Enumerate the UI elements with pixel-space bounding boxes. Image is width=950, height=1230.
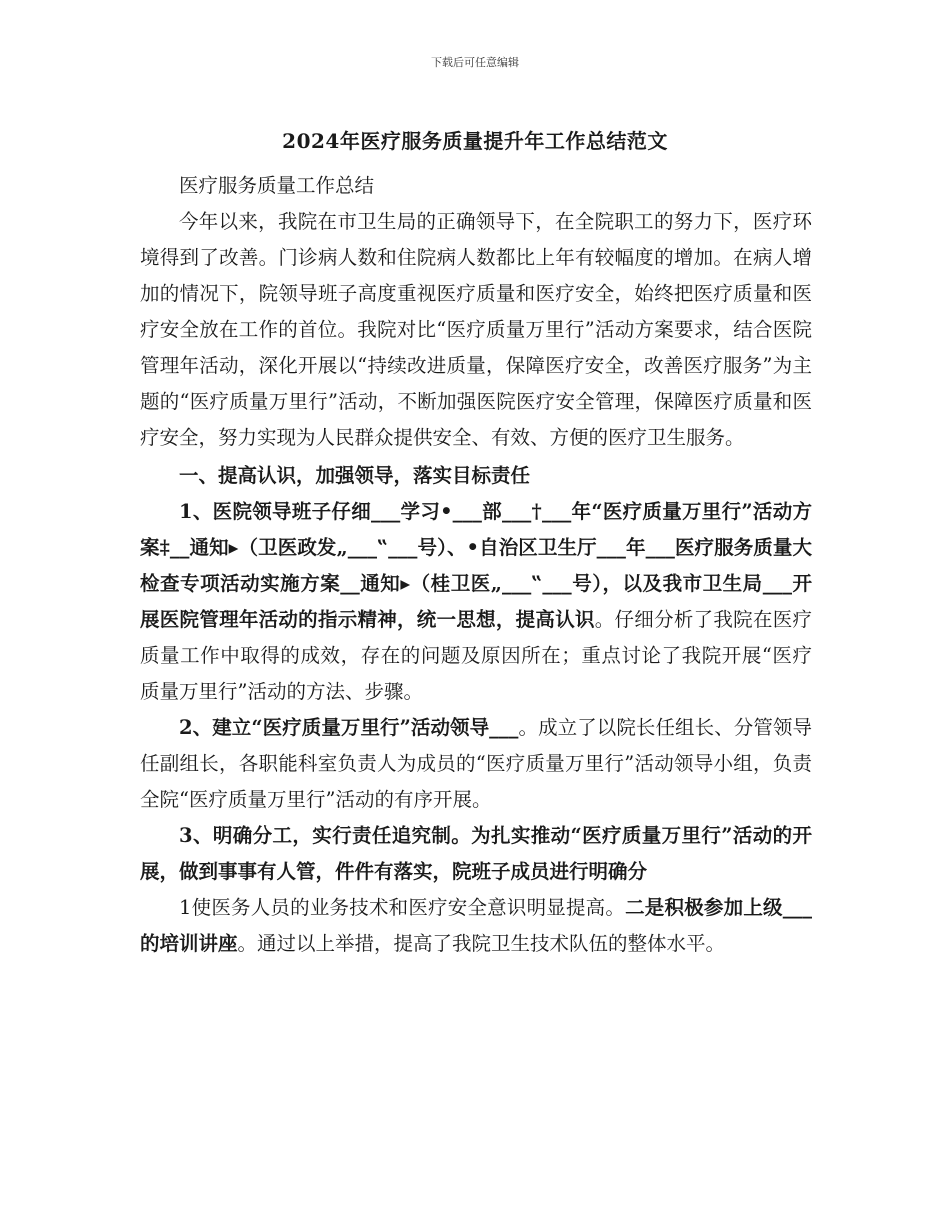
- item-2-text: 。成立了以院长任组长、分管领导任副组长，各职能科室负责人为成员的“医疗质量万里行”活动领导小组，负责全院“医疗质量万里行”活动的有序开展。: [140, 716, 812, 811]
- item-2-paragraph: [140, 710, 812, 818]
- item-3-paragraph: [140, 818, 812, 890]
- paragraph-4-text: 1使医务人员的业务技术和医疗安全意识明显提高。: [179, 896, 626, 919]
- item-1-bold-text: 1、医院领导班子仔细___学习•___部___†___年“医疗质量万里行”活动方案‡__通知▸（卫医政发„___‟___号）、•自治区卫生厅___年___医疗服务质量大检查专项活动实施方案__通知▸（桂卫医„___‟___号），以及我市卫生局___开展医院管理年活动的指示精神，统一思想，提高认识: [140, 500, 812, 631]
- paragraph-4-bold-text: 二是积极参加上级___的培训讲座: [140, 896, 812, 955]
- subtitle-paragraph: 医疗服务质量工作总结: [179, 174, 375, 197]
- item-2-bold-text: 2、建立“医疗质量万里行”活动领导___: [179, 716, 519, 739]
- item-1-paragraph: [140, 494, 812, 710]
- section-1-heading: [140, 458, 812, 494]
- item-3-bold-text: 3、明确分工，实行责任追究制。为扎实推动“医疗质量万里行”活动的开展，做到事事有人管，件件有落实，院班子成员进行明确分: [140, 824, 812, 883]
- document-body: [140, 168, 812, 962]
- document-title: 2024年医疗服务质量提升年工作总结范文: [282, 129, 668, 153]
- paragraph-4-rest-text: 。通过以上举措，提高了我院卫生技术队伍的整体水平。: [237, 932, 726, 955]
- section-1-heading-text: 一、提高认识，加强领导，落实目标责任: [179, 464, 531, 487]
- item-1-text: 。仔细分析了我院在医疗质量工作中取得的成效，存在的问题及原因所在；重点讨论了我院开展“医疗质量万里行”活动的方法、步骤。: [140, 608, 812, 703]
- paragraph-4: [140, 890, 812, 962]
- intro-paragraph: 今年以来，我院在市卫生局的正确领导下，在全院职工的努力下，医疗环境得到了改善。门诊病人数和住院病人数都比上年有较幅度的增加。在病人增加的情况下，院领导班子高度重视医疗质量和医疗安全，始终把医疗质量和医疗安全放在工作的首位。我院对比“医疗质量万里行”活动方案要求，结合医院管理年活动，深化开展以“持续改进质量，保障医疗安全，改善医疗服务”为主题的“医疗质量万里行”活动，不断加强医院医疗安全管理，保障医疗质量和医疗安全，努力实现为人民群众提供安全、有效、方便的医疗卫生服务。: [140, 210, 812, 449]
- page-header-note: 下载后可任意编辑: [431, 56, 519, 69]
